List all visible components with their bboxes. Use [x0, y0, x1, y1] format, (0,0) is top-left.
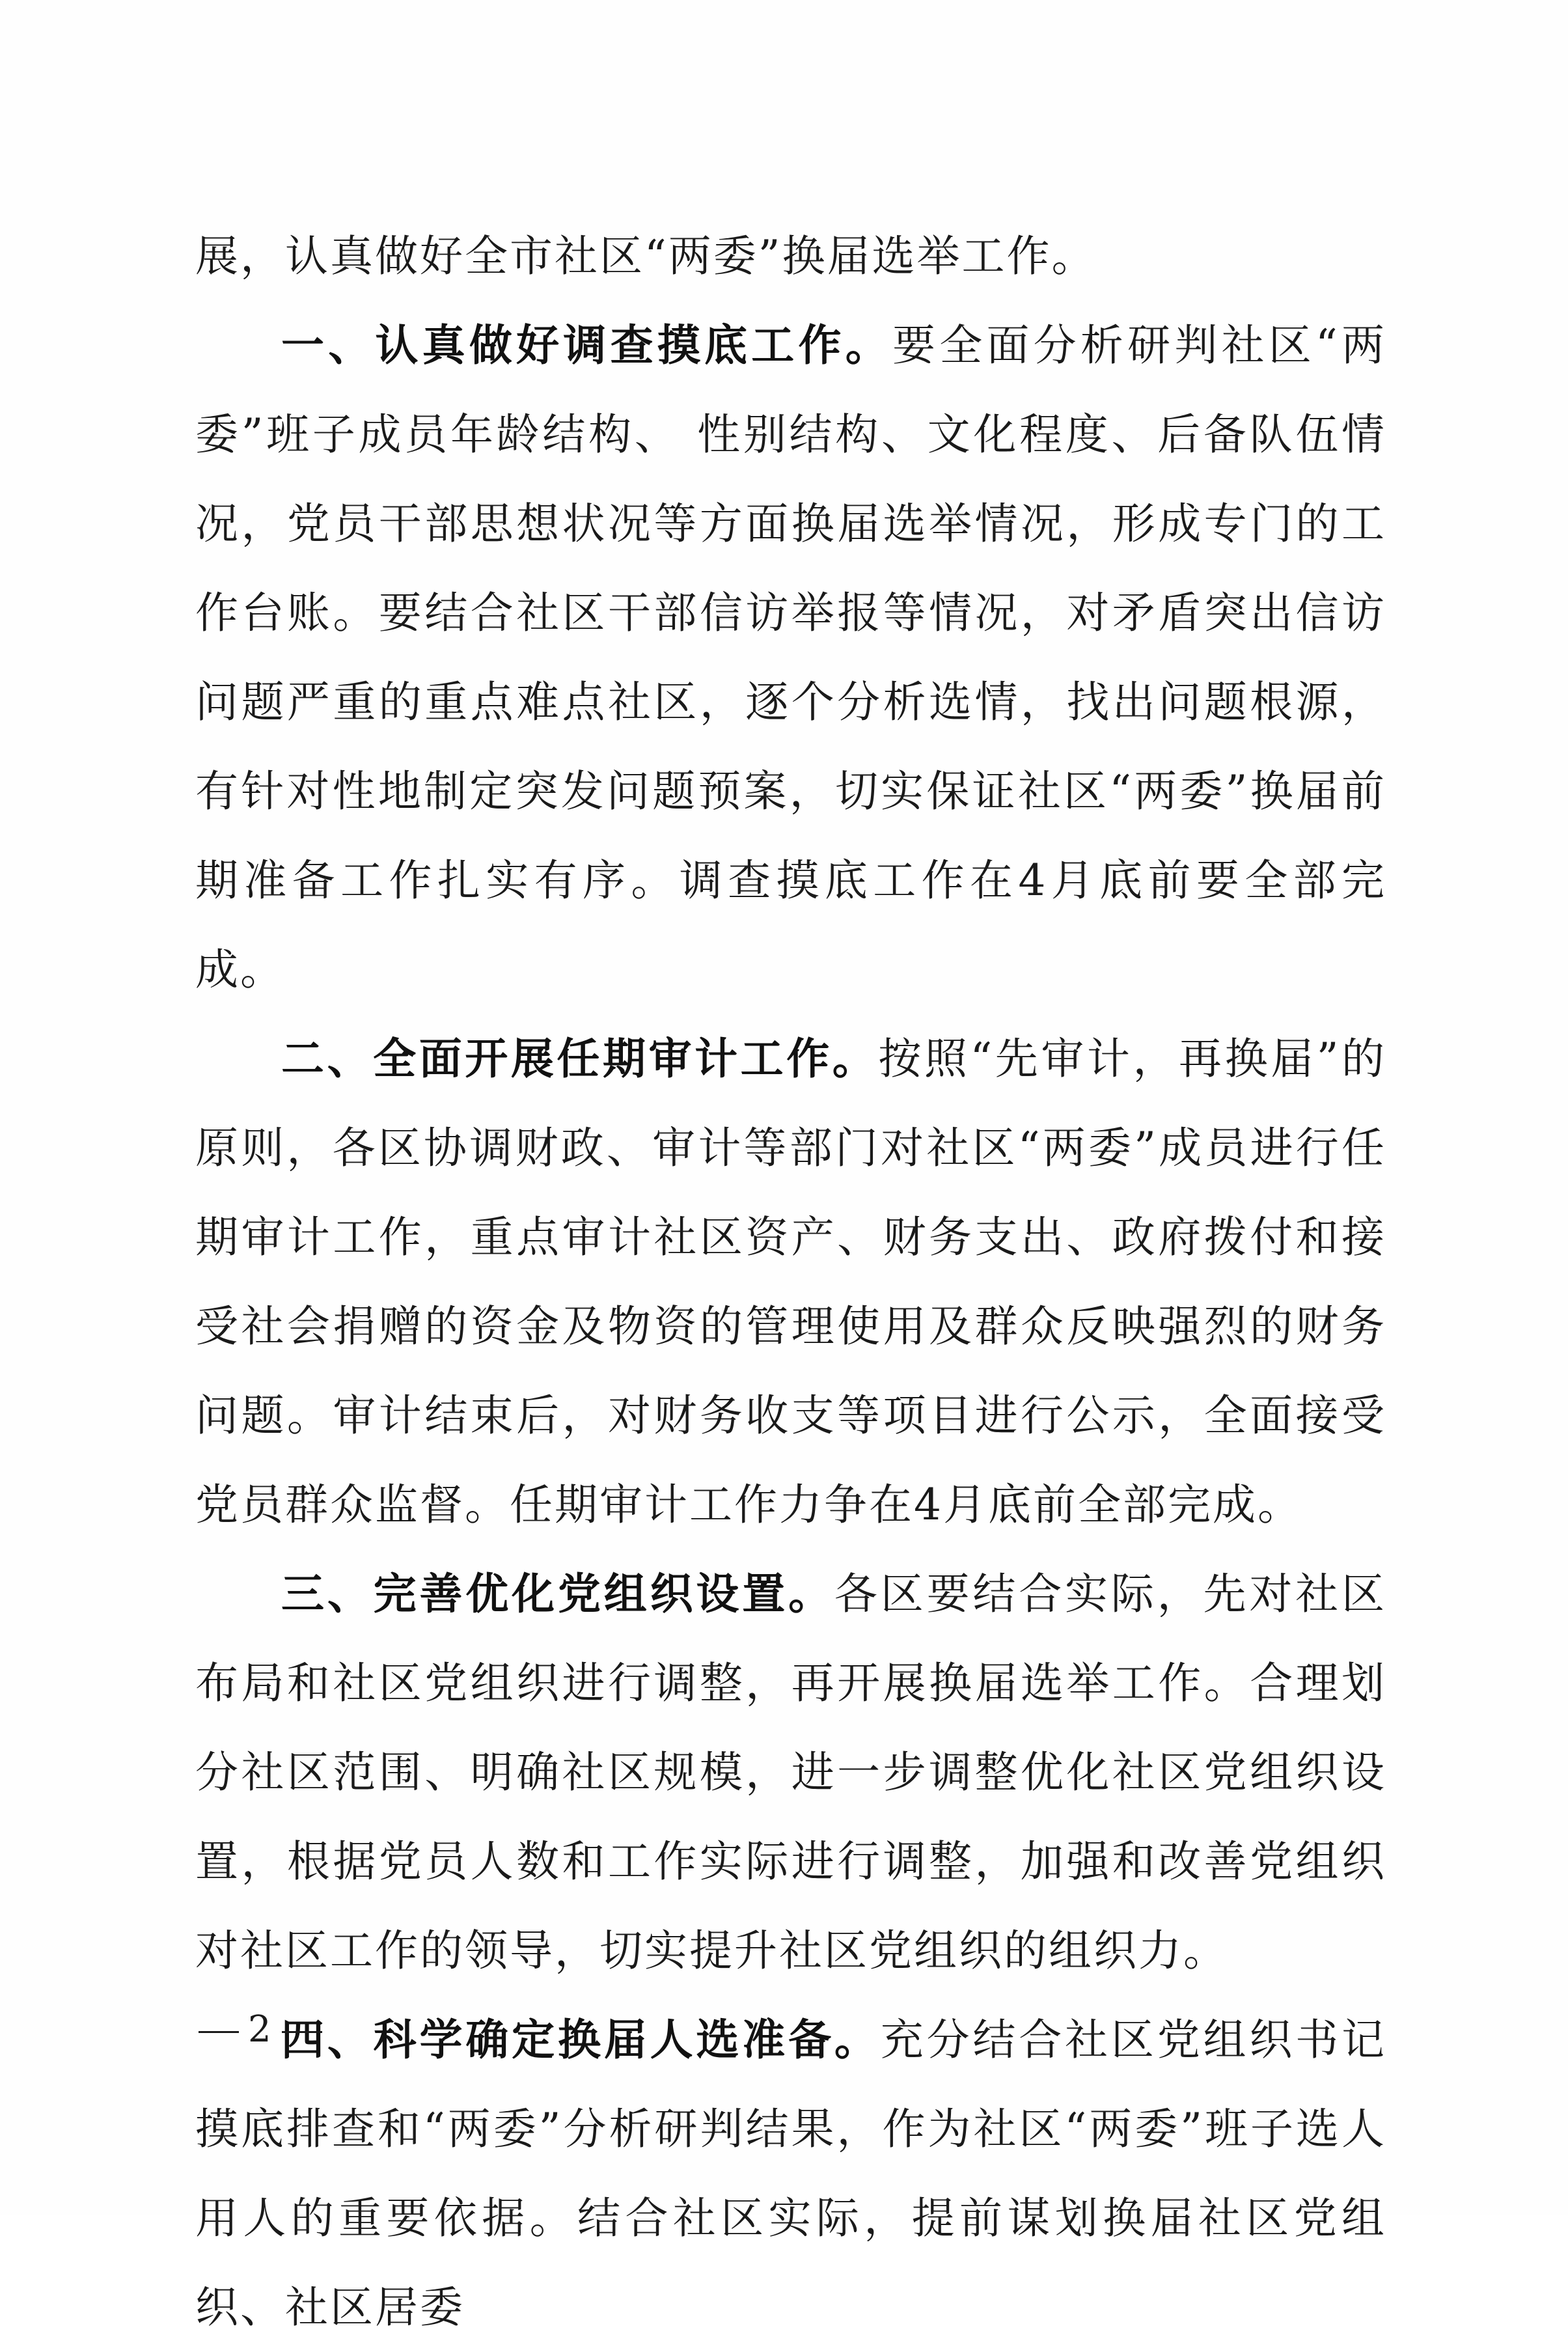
section-1-body: 要全面分析研判社区“两委”班子成员年龄结构、 性别结构、文化程度、后备队伍情况，党员干部思想状况等方面换届选举情况，形成专门的工作台账。要结合社区干部信访举报等情况，对矛盾突出信访问题严重的重点难点社区，逐个分析选情，找出问题根源，有针对性地制定突发问题预案，切实保证社区“两委”换届前期准备工作扎实有序。调查摸底工作在4月底前要全部完成。 [195, 320, 1386, 995]
document-body [195, 212, 1386, 2352]
continuation-paragraph [195, 212, 1386, 301]
page-number-footer [199, 2008, 322, 2051]
page-number-dash-left [199, 2031, 239, 2033]
section-4-heading: 四、科学确定换届人选准备。 [281, 2015, 881, 2065]
page-number-dash-right [282, 2031, 322, 2033]
continuation-text: 展，认真做好全市社区“两委”换届选举工作。 [195, 231, 1097, 281]
page-number: 2 [248, 2008, 273, 2051]
section-3-body: 各区要结合实际，先对社区布局和社区党组织进行调整，再开展换届选举工作。合理划分社区范围、明确社区规模，进一步调整优化社区党组织设置，根据党员人数和工作实际进行调整，加强和改善党组织对社区工作的领导，切实提升社区党组织的组织力。 [195, 1569, 1387, 1976]
section-4-paragraph [195, 1995, 1386, 2352]
section-3-paragraph [195, 1549, 1386, 1995]
section-2-paragraph [195, 1014, 1386, 1549]
section-1-paragraph [195, 301, 1386, 1014]
section-2-heading: 二、全面开展任期审计工作。 [281, 1034, 879, 1084]
section-1-heading: 一、认真做好调查摸底工作。 [281, 320, 892, 370]
section-4-body: 充分结合社区党组织书记摸底排查和“两委”分析研判结果，作为社区“两委”班子选人用人的重要依据。结合社区实际，提前谋划换届社区党组织、社区居委 [195, 2015, 1387, 2332]
section-3-heading: 三、完善优化党组织设置。 [281, 1569, 834, 1619]
section-2-body: 按照“先审计，再换届”的原则，各区协调财政、审计等部门对社区“两委”成员进行任期审计工作，重点审计社区资产、财务支出、政府拨付和接受社会捐赠的资金及物资的管理使用及群众反映强烈的财务问题。审计结束后，对财务收支等项目进行公示，全面接受党员群众监督。任期审计工作力争在4月底前全部完成。 [195, 1034, 1387, 1530]
